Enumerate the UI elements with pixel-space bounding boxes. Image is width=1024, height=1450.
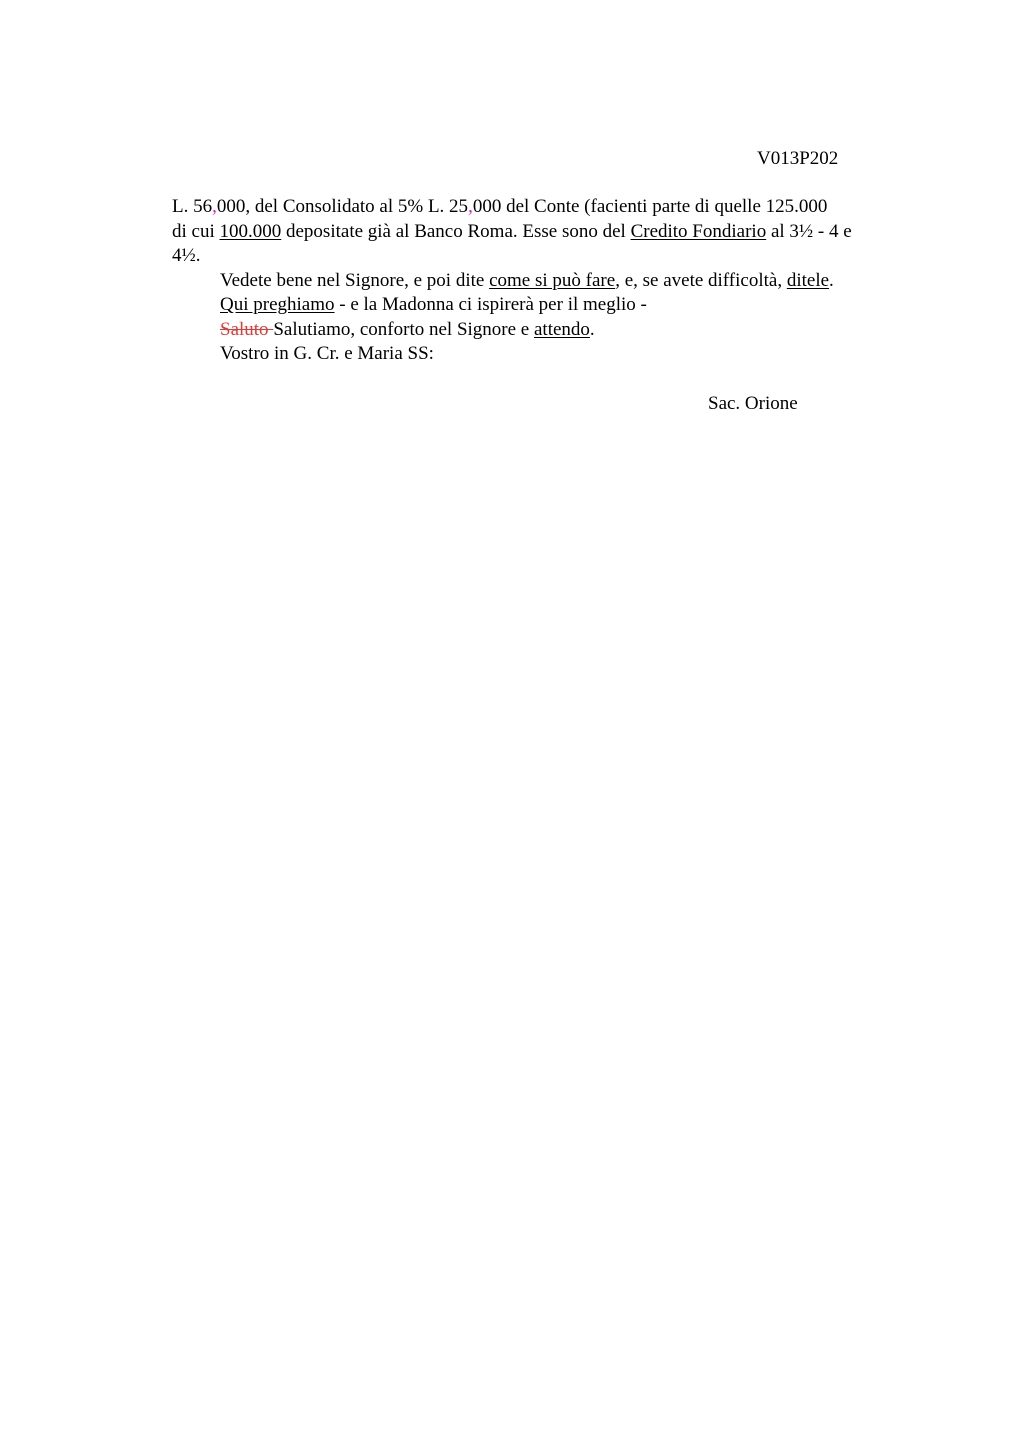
body-line-6: Saluto Salutiamo, conforto nel Signore e attendo. [220,318,595,340]
letter-body [172,195,917,367]
body-line-2: di cui 100.000 depositate già al Banco Roma. Esse sono del Credito Fondiario al 3½ - 4 e [172,220,852,242]
signature: Sac. Orione [708,393,798,414]
underlined-credito-fondiario: Credito Fondiario [630,220,767,242]
deleted-text: Saluto [220,318,274,340]
body-line-3: 4½. [172,245,201,266]
underlined-amount: 100.000 [219,220,282,242]
underlined-phrase: come si può fare [489,269,616,291]
underlined-attendo: attendo [533,318,590,340]
document-id: V013P202 [757,148,839,169]
body-line-5: Qui preghiamo - e la Madonna ci ispirerà per il meglio - [220,294,647,315]
inserted-comma: , [468,196,473,217]
closing-line: Vostro in G. Cr. e Maria SS: [220,343,434,364]
inserted-comma: , [212,196,217,217]
underlined-qui-preghiamo: Qui preghiamo [220,294,335,315]
underlined-ditele: ditele [786,269,830,291]
body-line-4: Vedete bene nel Signore, e poi dite come si può fare, e, se avete difficoltà, ditele. [220,269,834,291]
body-line-1: L. 56,000, del Consolidato al 5% L. 25,000 del Conte (facienti parte di quelle 125.000 [172,196,828,217]
